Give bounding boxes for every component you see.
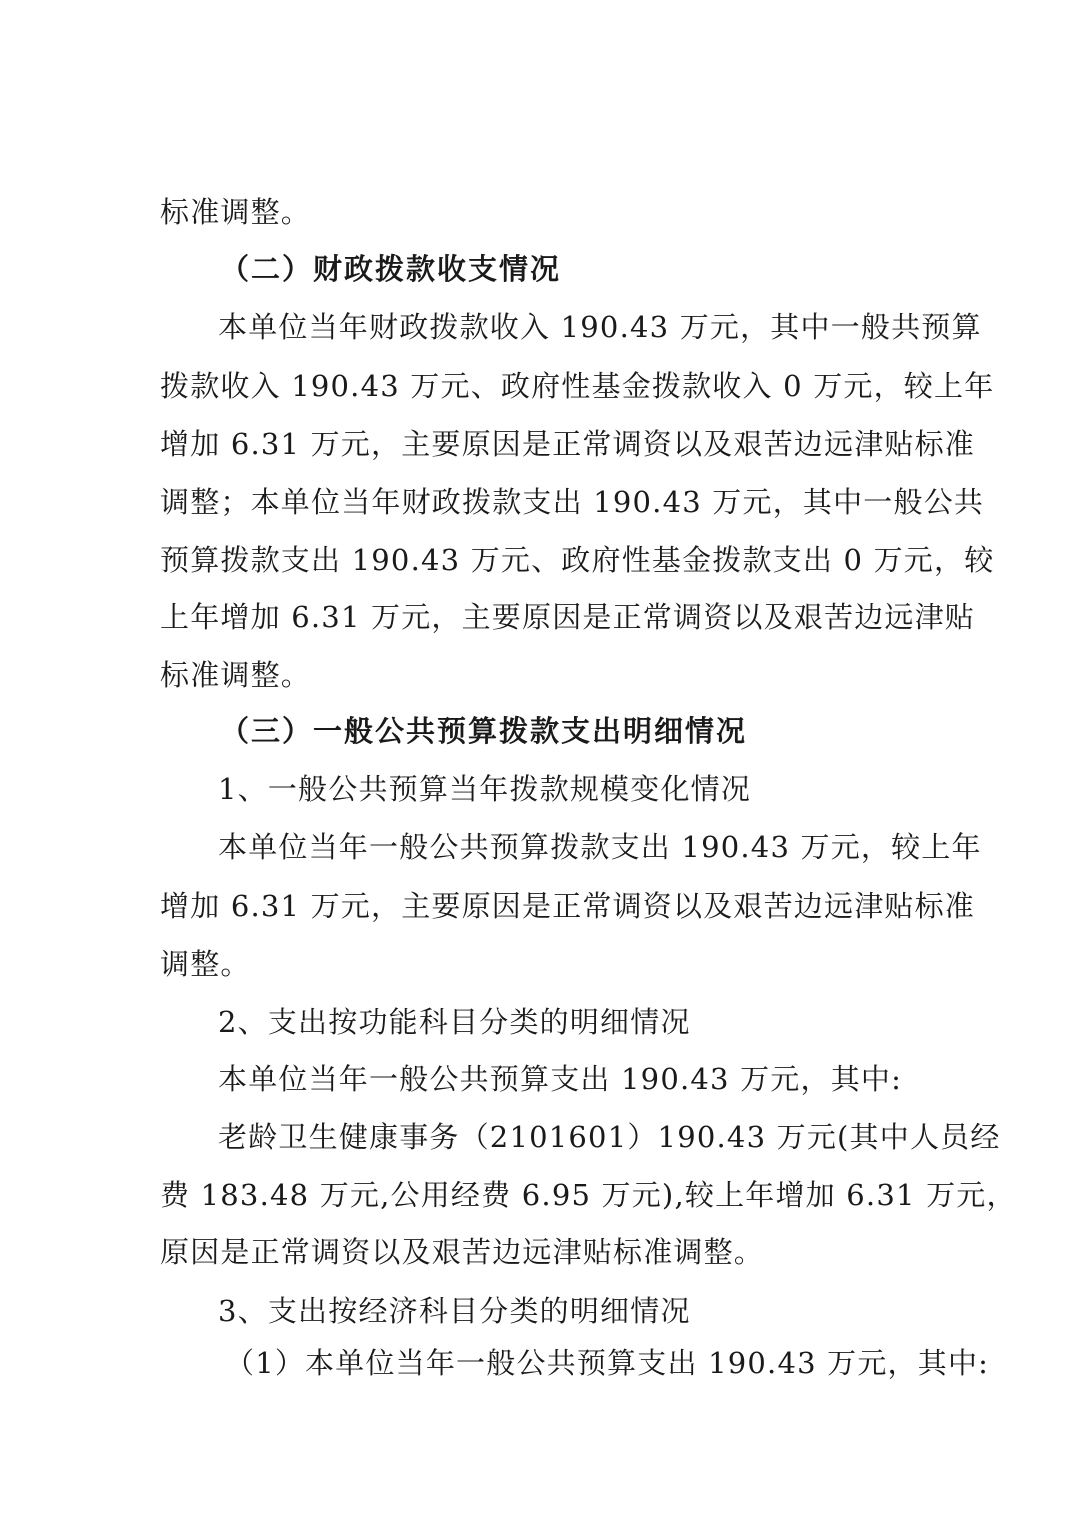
paragraph-line: 拨款收入 190.43 万元、政府性基金拨款收入 0 万元，较上年 bbox=[160, 369, 995, 403]
paragraph-line: 费 183.48 万元,公用经费 6.95 万元),较上年增加 6.31 万元， bbox=[160, 1178, 1017, 1212]
section-heading-general-budget-detail: （三）一般公共预算拨款支出明细情况 bbox=[220, 714, 748, 748]
paragraph-line: 老龄卫生健康事务（2101601）190.43 万元(其中人员经 bbox=[218, 1120, 1001, 1154]
paragraph-line: 本单位当年财政拨款收入 190.43 万元，其中一般共预算 bbox=[218, 310, 982, 344]
paragraph-line: 增加 6.31 万元，主要原因是正常调资以及艰苦边远津贴标准 bbox=[160, 889, 976, 923]
paragraph-line: 本单位当年一般公共预算支出 190.43 万元，其中: bbox=[218, 1062, 903, 1096]
subheading-line: 2、支出按功能科目分类的明细情况 bbox=[218, 1005, 691, 1039]
paragraph-line: 标准调整。 bbox=[160, 195, 312, 229]
paragraph-line: 增加 6.31 万元，主要原因是正常调资以及艰苦边远津贴标准 bbox=[160, 427, 976, 461]
paragraph-line: 调整；本单位当年财政拨款支出 190.43 万元，其中一般公共 bbox=[160, 485, 985, 519]
subheading-line: 3、支出按经济科目分类的明细情况 bbox=[218, 1294, 691, 1328]
paragraph-line: 预算拨款支出 190.43 万元、政府性基金拨款支出 0 万元，较 bbox=[160, 543, 995, 577]
paragraph-line: 调整。 bbox=[160, 947, 251, 981]
paragraph-line: 本单位当年一般公共预算拨款支出 190.43 万元，较上年 bbox=[218, 830, 982, 864]
paragraph-line: 标准调整。 bbox=[160, 658, 312, 692]
paragraph-line: 上年增加 6.31 万元，主要原因是正常调资以及艰苦边远津贴 bbox=[160, 600, 976, 634]
subheading-line: 1、一般公共预算当年拨款规模变化情况 bbox=[218, 772, 752, 806]
section-heading-fiscal-appropriation: （二）财政拨款收支情况 bbox=[220, 252, 562, 286]
paragraph-line: （1）本单位当年一般公共预算支出 190.43 万元，其中: bbox=[225, 1346, 990, 1380]
paragraph-line: 原因是正常调资以及艰苦边远津贴标准调整。 bbox=[160, 1235, 765, 1269]
